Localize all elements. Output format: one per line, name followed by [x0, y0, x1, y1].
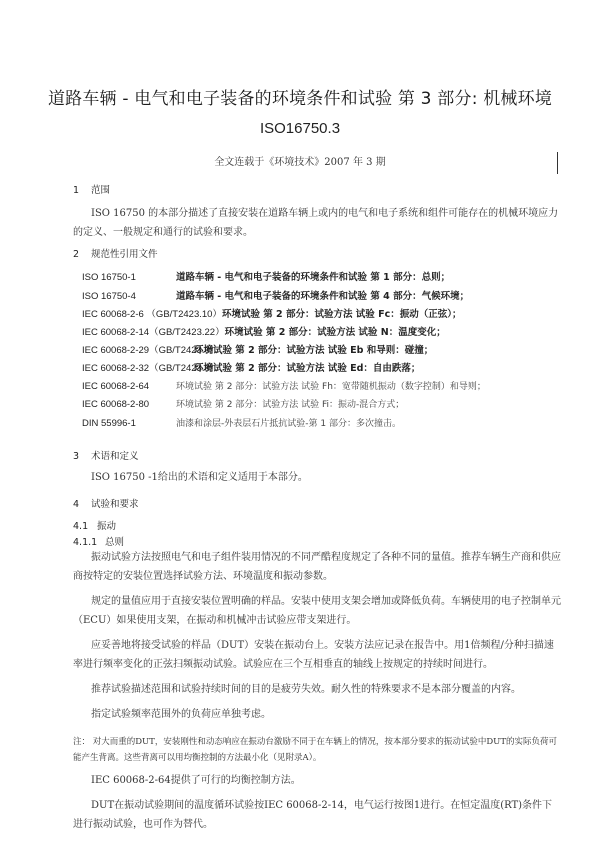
reference-row	[82, 416, 401, 429]
reference-row	[82, 360, 420, 374]
reference-row	[82, 288, 469, 302]
body-paragraph	[73, 705, 561, 724]
reference-row	[82, 306, 461, 320]
reference-row	[82, 269, 450, 283]
reference-description: 环境试验 第 2 部分：试验方法 试验 Eb 和导则：碰撞；	[194, 345, 434, 356]
reference-description: 环境试验 第 2 部分：试验方法 试验 Fh：宽带随机振动（数字控制）和导则；	[176, 382, 486, 392]
section-number: 1	[73, 185, 80, 196]
paragraph-text: 应妥善地将接受试验的样品（DUT）安装在振动台上。安装方法应记录在报告中。用1倍频程/分种扫描速率进行频率变化的正弦扫频振动试验。试验应在三个互相垂直的轴线上按规定的持续时间进行。	[73, 640, 554, 670]
reference-code: IEC 60068-2-32（GB/T2423.8）	[82, 363, 220, 374]
note-text: 注： 对大而重的DUT，安装刚性和动态响应在振动台激励不同于在车辆上的情况，按本部分要求的振动试验中DUT的实际负荷可能产生背离。这些背离可以用均衡控制的方法最小化（见附录A）。	[73, 737, 558, 763]
section-title: 试验和要求	[91, 499, 139, 510]
reference-code: DIN 55996-1	[82, 418, 136, 429]
section-title: 范围	[91, 185, 111, 196]
paragraph-text: 振动试验方法按照电气和电子组件装用情况的不同严酷程度规定了各种不同的量值。推荐车辆生产商和供应商按特定的安装位置选择试验方法、环境温度和振动参数。	[73, 552, 561, 582]
section-number: 4.1	[73, 521, 89, 532]
paragraph-text: IEC 60068-2-64提供了可行的均衡控制方法。	[91, 775, 301, 786]
reference-row	[82, 324, 446, 338]
paragraph-text: 推荐试验描述范围和试验持续时间的目的是疲劳失效。耐久性的特殊要求不是本部分覆盖的内容。	[91, 684, 521, 695]
reference-code: IEC 60068-2-14（GB/T2423.22）	[82, 327, 225, 338]
paragraph-text: DUT在振动试验期间的温度循环试验按IEC 60068-2-14，电气运行按图1进行。在恒定温度(RT)条件下进行振动试验，也可作为替代。	[73, 800, 553, 830]
terms-text: ISO 16750 -1给出的术语和定义适用于本部分。	[91, 472, 308, 483]
reference-code: IEC 60068-2-80	[82, 399, 150, 410]
note-paragraph	[73, 734, 561, 766]
reference-description: 油漆和涂层-外表层石片抵抗试验-第 1 部分：多次撞击。	[176, 419, 401, 429]
paragraph-text: 规定的量值应用于直接安装位置明确的样品。安装中使用支架会增加或降低负荷。车辆使用的电子控制单元（ECU）如果使用支架，在振动和机械冲击试验应带支架进行。	[73, 596, 561, 626]
paragraph-text: 指定试验频率范围外的负荷应单独考虑。	[91, 709, 271, 720]
section-heading-tests	[73, 496, 139, 510]
reprint-note: 全文连载于《环境技术》2007 年 3 期	[214, 157, 386, 168]
section-heading-terms	[73, 448, 139, 462]
reference-row	[82, 379, 486, 392]
reference-description: 环境试验 第 2 部分：试验方法 试验 Fi：振动-混合方式；	[176, 400, 405, 410]
reference-description: 环境试验 第 2 部分：试验方法 试验 Ed：自由跌落；	[194, 363, 421, 374]
reference-description: 道路车辆 - 电气和电子装备的环境条件和试验 第 4 部分：气候环境；	[176, 291, 470, 302]
reference-code: ISO 16750-1	[82, 272, 136, 283]
body-paragraph	[73, 636, 561, 674]
document-title: 道路车辆 - 电气和电子装备的环境条件和试验 第 3 部分: 机械环境	[47, 89, 553, 109]
section-title: 术语和定义	[91, 451, 139, 462]
reference-description: 环境试验 第 2 部分：试验方法 试验 N：温度变化；	[224, 327, 446, 338]
section-heading-references	[73, 246, 158, 260]
body-paragraph	[73, 796, 561, 834]
reference-code: IEC 60068-2-64	[82, 381, 150, 392]
section-number: 3	[73, 451, 80, 462]
scope-paragraph	[73, 204, 561, 242]
subsection-heading-general	[73, 534, 124, 548]
body-paragraph	[73, 680, 561, 699]
section-title: 振动	[97, 521, 117, 532]
reference-code: IEC 60068-2-29（GB/T2423.6）	[82, 345, 220, 356]
section-number: 4	[73, 499, 80, 510]
standard-number: ISO16750.3	[259, 120, 341, 137]
reference-row	[82, 342, 433, 356]
subsection-heading-vibration	[73, 518, 116, 532]
reference-row	[82, 397, 404, 410]
body-paragraph	[73, 548, 561, 586]
section-number: 4.1.1	[73, 537, 98, 548]
reference-code: ISO 16750-4	[82, 291, 136, 302]
body-paragraph	[73, 592, 561, 630]
section-title: 规范性引用文件	[91, 249, 158, 260]
section-number: 2	[73, 249, 80, 260]
section-heading-scope	[73, 182, 110, 196]
scope-text: ISO 16750 的本部分描述了直接安装在道路车辆上或内的电气和电子系统和组件可能存在的机械环境应力的定义、一般规定和通行的试验和要求。	[73, 208, 559, 238]
vertical-rule	[557, 152, 558, 174]
section-title: 总则	[105, 537, 125, 548]
reference-description: 道路车辆 - 电气和电子装备的环境条件和试验 第 1 部分：总则；	[176, 272, 451, 283]
reference-code: IEC 60068-2-6 （GB/T2423.10）	[82, 309, 222, 320]
body-paragraph	[73, 771, 561, 790]
terms-paragraph	[73, 468, 561, 487]
reference-description: 环境试验 第 2 部分：试验方法 试验 Fc：振动（正弦）；	[221, 309, 462, 320]
